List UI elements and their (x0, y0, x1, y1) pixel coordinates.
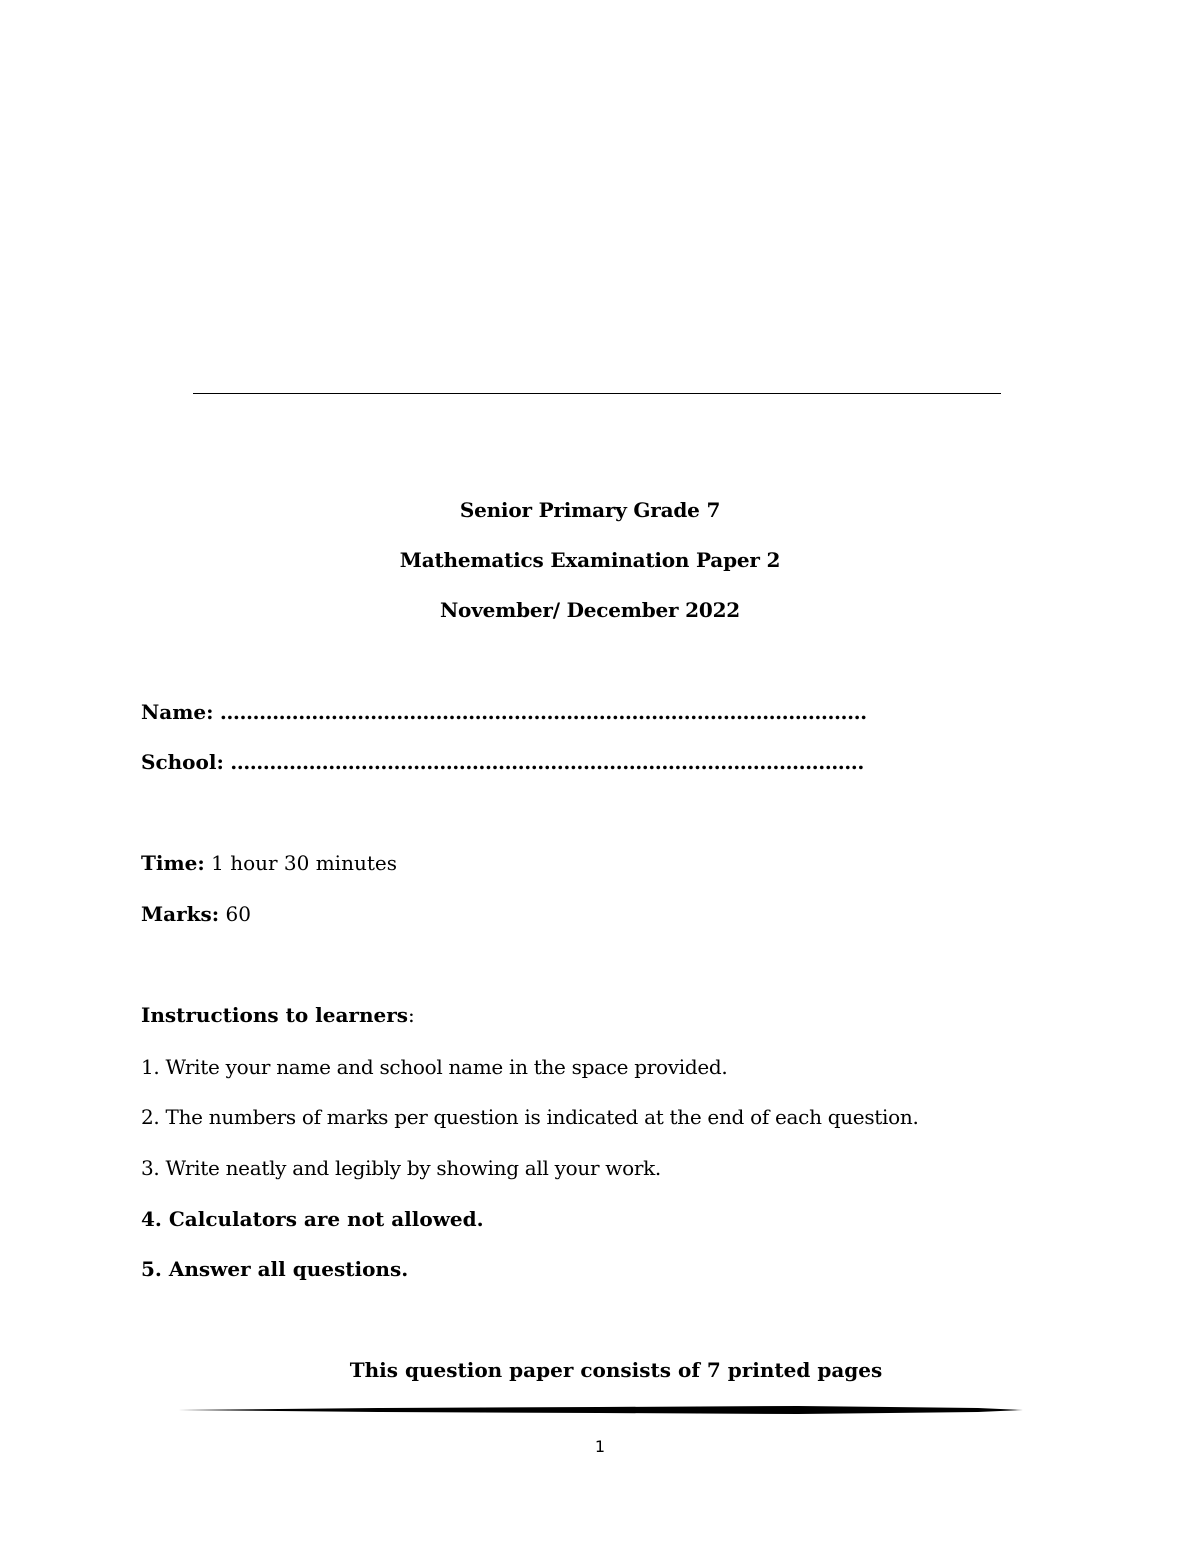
name-label: Name: (141, 700, 214, 724)
grade-heading: Senior Primary Grade 7 (459, 498, 721, 522)
instructions-heading: Instructions to learners (141, 1003, 409, 1027)
marks-label: Marks: (141, 902, 220, 926)
instructions-heading-line (141, 1003, 415, 1027)
instruction-item: 1. Write your name and school name in the space provided. (141, 1055, 728, 1079)
exam-date: November/ December 2022 (439, 598, 741, 622)
page-number: 1 (594, 1437, 606, 1456)
school-field[interactable] (141, 750, 864, 774)
school-label: School: (141, 750, 224, 774)
time-label: Time: (141, 851, 205, 875)
marks-value: 60 (225, 902, 251, 926)
bottom-decorative-rule (178, 1403, 1023, 1417)
school-dotted-line[interactable]: ……………………………………………………………………………………. (230, 750, 864, 774)
instructions-heading-colon: : (408, 1003, 415, 1027)
instruction-item: 3. Write neatly and legibly by showing all your work. (141, 1156, 661, 1180)
instruction-item: 5. Answer all questions. (141, 1257, 409, 1281)
time-value: 1 hour 30 minutes (211, 851, 397, 875)
instruction-item: 4. Calculators are not allowed. (141, 1207, 484, 1231)
name-field[interactable] (141, 700, 867, 724)
marks-info (141, 902, 251, 926)
instruction-item: 2. The numbers of marks per question is indicated at the end of each question. (141, 1105, 919, 1129)
paper-title: Mathematics Examination Paper 2 (399, 548, 781, 572)
page-count-note: This question paper consists of 7 printed pages (349, 1358, 883, 1382)
top-horizontal-rule (193, 393, 1001, 394)
name-dotted-line[interactable]: ……………………………………………………………………………………… (219, 700, 867, 724)
time-info (141, 851, 397, 875)
